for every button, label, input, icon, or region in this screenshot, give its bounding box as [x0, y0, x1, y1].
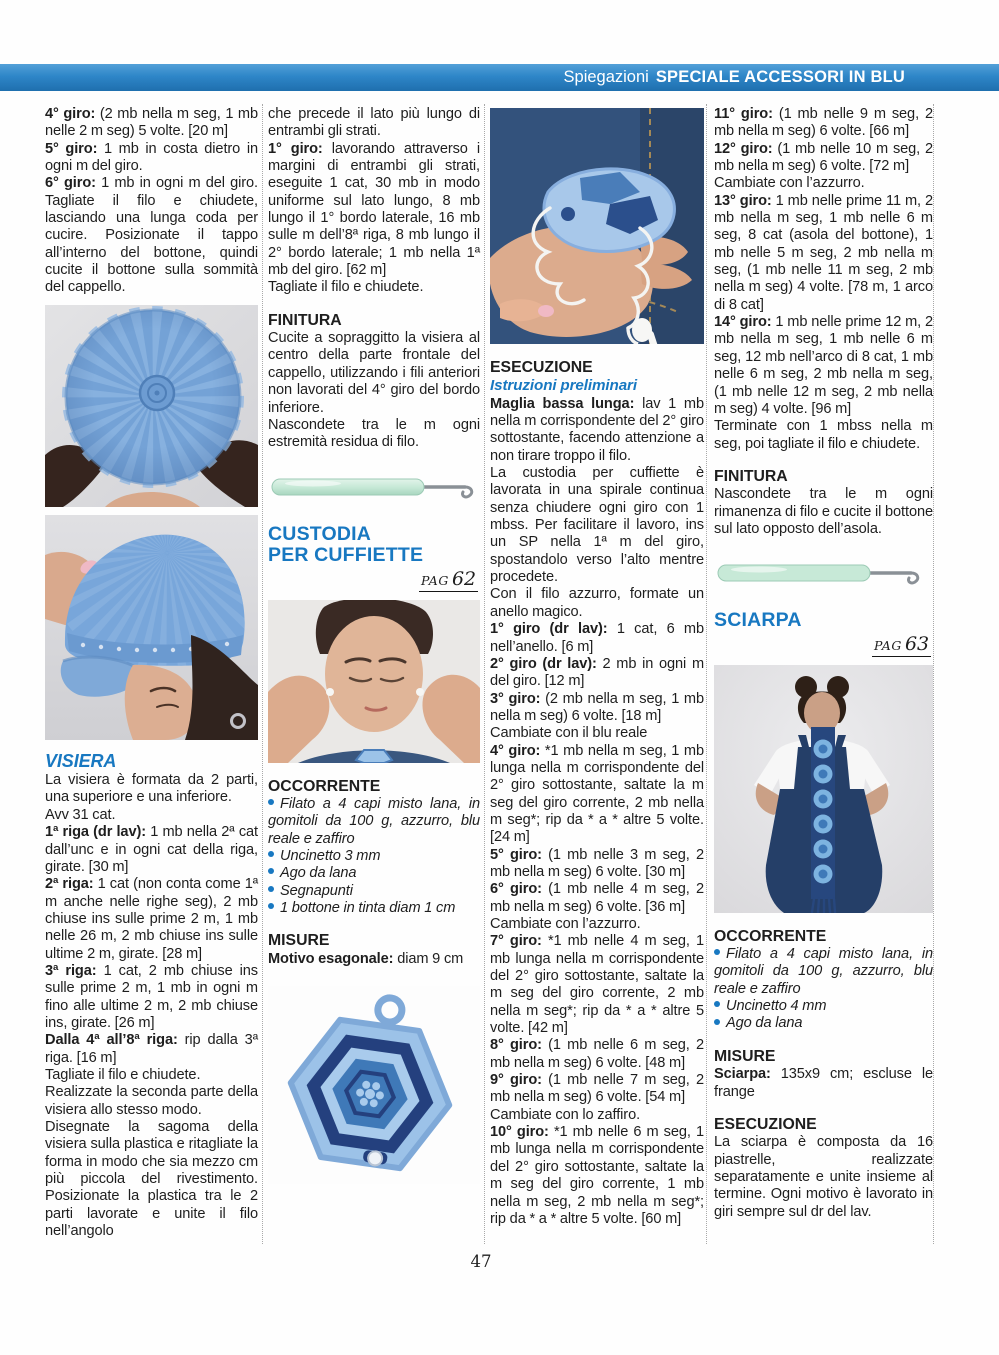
custodia-heading-line2: PER CUFFIETTE [268, 544, 424, 567]
bullet-text: Ago da lana [726, 1015, 803, 1032]
paragraph: Realizzate la seconda parte della visiera allo stesso modo. [45, 1084, 258, 1118]
paragraph-lead: Maglia bassa lunga: [490, 395, 643, 412]
paragraph-lead: 1° giro: [268, 140, 332, 157]
paragraph-lead: 2ª riga: [45, 876, 98, 893]
page-reference-underline [872, 634, 931, 657]
photo-case-in-hands [490, 108, 704, 344]
paragraph-lead: 5° giro: [45, 140, 104, 157]
hexagon-motif-illustration [268, 986, 480, 1184]
bullet-item [714, 946, 933, 998]
paragraph: 8° giro: (1 mb nelle 6 m seg, 2 mb nella m seg) 6 volte. [48 m] [490, 1037, 705, 1071]
bullet-icon [268, 799, 274, 805]
column-1 [45, 106, 258, 1240]
occorrente-heading-custodia: OCCORRENTE [268, 777, 381, 795]
pag-label: PAG [873, 637, 903, 653]
photo-hexagon-motif [268, 986, 480, 1184]
paragraph: 3° giro: (2 mb nella m seg, 1 mb nella m seg) 6 volte. [18 m] [490, 690, 705, 724]
paragraph-lead: 1° giro (dr lav): [490, 621, 617, 638]
instruction-block [714, 1134, 933, 1221]
bullet-icon [268, 886, 274, 892]
paragraph: 4° giro: *1 mb nella m seg, 1 mb lunga nella m corrispondente del 2° giro sottostante, saltate la m seg del giro corrente, 2 mb nella m seg*; rip da * a * altre 5 volte. [24 m] [490, 742, 704, 846]
custodia-heading [268, 524, 480, 567]
paragraph: Cucite a sopraggitto la visiera al centro della parte frontale del cappello, utilizzando i fili anteriori non lavorati del 4° giro del bordo inferiore. [268, 330, 480, 416]
bullet-item [268, 848, 480, 865]
bullet-item [268, 900, 480, 917]
bullet-icon [714, 949, 720, 955]
istruzioni-preliminari-subheading: Istruzioni preliminari [490, 377, 637, 395]
pag-number: 63 [905, 632, 929, 655]
paragraph: 14° giro: 1 mb nelle prime 12 m, 2 mb nella m seg, 1 mb nelle 6 m seg, 12 mb nell’arco di 8 cat, 1 mb nelle 6 m seg, 2 mb nella m seg, (1 mb nelle 12 m seg, 2 mb nella m seg) 4 volte. [96 m] [714, 314, 933, 417]
bullet-text: Filato a 4 capi misto lana, in gomitoli da 100 g, azzurro, blu reale e zaffiro [714, 946, 933, 997]
page-reference-underline [419, 569, 478, 592]
scarf-model-illustration [714, 665, 933, 913]
paragraph: 11° giro: (1 mb nelle 9 m seg, 2 mb nella m seg) 6 volte. [66 m] [714, 106, 934, 140]
paragraph: 1ª riga (dr lav): 1 mb nella 2ª cat dall’unc e in ogni cat della riga, girate. [30 m] [45, 824, 258, 875]
column-3 [490, 106, 704, 1228]
crochet-hook-illustration [268, 468, 478, 506]
photo-scarf-model [714, 665, 933, 913]
paragraph: Maglia bassa lunga: lav 1 mb nella m corrispondente del 2° giro sottostante, facendo attenzione a non tirare troppo il filo. [490, 395, 704, 464]
header-title: SPECIALE ACCESSORI IN BLU [655, 68, 905, 86]
column-separator [262, 104, 263, 1244]
bullet-text: Filato a 4 capi misto lana, in gomitoli da 100 g, azzurro, blu reale e zaffiro [268, 795, 480, 847]
column-separator [706, 104, 707, 1244]
paragraph: 5° giro: 1 mb in costa dietro in ogni m del giro. [45, 140, 258, 175]
measure-line [268, 951, 480, 968]
paragraph-lead: 4° giro: [45, 106, 100, 122]
paragraph: 1° giro: lavorando attraverso i margini di entrambi gli strati, eseguite 1 cat, 30 mb in modo uniforme sul lato lungo, 8 mb lungo il 1° bordo laterale, 16 mb sulle m dell’8ª riga, 8 mb lungo il 2° bordo laterale; 1 mb nella 1ª mb del giro. [62 m] [268, 140, 480, 279]
instruction-block [268, 330, 480, 451]
bullet-text: Segnapunti [280, 882, 353, 899]
bullet-item [714, 1015, 933, 1032]
paragraph: Nascondete tra le m ogni rimanenza di filo e cucite il bottone sul lato opposto dell’asola. [714, 486, 933, 537]
custodia-heading-line1: CUSTODIA [268, 522, 372, 545]
case-in-hands-illustration [490, 108, 704, 344]
paragraph-lead: 4° giro: [490, 742, 545, 759]
paragraph-lead: 5° giro: [490, 846, 549, 863]
paragraph: 13° giro: 1 mb nelle prime 11 m, 2 mb nella m seg, 1 mb nelle 6 m seg, 8 cat (asola del bottone), 1 mb nelle 5 m seg, 2 mb nella m seg, (1 mb nelle 11 m seg, 2 mb nella m seg) 4 volte. [78 m, 1 arco di 8 cat] [714, 192, 933, 313]
measure-value: 135x9 cm; escluse le frange [714, 1066, 933, 1100]
paragraph-lead: 2° giro (dr lav): [490, 655, 603, 672]
bullet-text: Ago da lana [280, 865, 357, 882]
bullet-text: Uncinetto 3 mm [280, 847, 381, 864]
bullet-icon [268, 868, 274, 874]
esecuzione-heading-sciarpa: ESECUZIONE [714, 1115, 817, 1133]
paragraph: 12° giro: (1 mb nelle 10 m seg, 2 mb nella m seg) 6 volte. [72 m] [714, 140, 933, 175]
page-reference-63 [714, 634, 931, 657]
paragraph-lead: 7° giro: [490, 933, 548, 950]
paragraph: Avv 31 cat. [45, 806, 116, 823]
paragraph: 6° giro: 1 mb in ogni m del giro. Tagliate il filo e chiudete, lasciando una lunga coda per cucire. Posizionate il tappo all’interno del bottone, quindi cucite il bottone sulla sommità del cappello. [45, 175, 259, 296]
crochet-hook-image [268, 468, 480, 506]
paragraph: Nascondete tra le m ogni estremità residua di filo. [268, 416, 480, 451]
measure-value: diam 9 cm [397, 950, 464, 967]
misure-heading-custodia: MISURE [268, 932, 330, 950]
paragraph: 3ª riga: 1 cat, 2 mb chiuse ins sulle prime 2 m, 1 mb in ogni m fino alle ultime 2 m, 2 mb chiuse ins, girate. [26 m] [45, 962, 259, 1031]
paragraph: Tagliate il filo e chiudete. [45, 1066, 201, 1083]
bullet-icon [268, 903, 274, 909]
pag-number: 62 [452, 567, 476, 590]
bullet-item [268, 883, 480, 900]
instruction-block [45, 106, 258, 297]
paragraph: Dalla 4ª all’8ª riga: rip dalla 3ª riga. [16 m] [45, 1032, 258, 1066]
paragraph-lead: 11° giro: [714, 106, 779, 122]
measure-label: Motivo esagonale: [268, 950, 394, 967]
paragraph-lead: 3ª riga: [45, 962, 104, 979]
crochet-hook-image [714, 554, 933, 592]
paragraph: La visiera è formata da 2 parti, una superiore e una inferiore. [45, 772, 258, 806]
model-portrait-illustration [268, 600, 480, 763]
paragraph: 10° giro: *1 mb nelle 6 m seg, 1 mb lunga nella m corrispondente del 2° giro sottostante, saltate la m seg del giro corrente, 1 mb nella m seg, 2 mb nella m seg*; rip da * a * altre 5 volte. [60 m] [490, 1124, 704, 1227]
paragraph-lead: 12° giro: [714, 140, 778, 157]
misure-heading-sciarpa: MISURE [714, 1047, 776, 1065]
paragraph-lead: 8° giro: [490, 1037, 549, 1054]
hat-visor-illustration [45, 515, 258, 740]
instruction-block [714, 486, 933, 538]
sciarpa-heading: SCIARPA [714, 609, 802, 632]
paragraph-lead: 13° giro: [714, 192, 776, 209]
hat-top-illustration [45, 305, 258, 507]
paragraph: 9° giro: (1 mb nelle 7 m seg, 2 mb nella m seg) 6 volte. [54 m] [490, 1072, 705, 1106]
header-section-label: Spiegazioni [563, 68, 649, 86]
paragraph: 7° giro: *1 mb nelle 4 m seg, 1 mb lunga nella m corrispondente del 2° giro sottostante, saltate la m seg del giro corrente, 2 mb nella m seg*; rip da * a * altre 5 volte. [42 m] [490, 933, 704, 1037]
finitura-heading-cappello: FINITURA [268, 311, 342, 329]
bullet-icon [714, 1001, 720, 1007]
paragraph: Cambiate con il blu reale [490, 725, 648, 742]
header-bar [0, 64, 999, 91]
paragraph-lead: Dalla 4ª all’8ª riga: [45, 1032, 185, 1049]
paragraph: Cambiate con l’azzurro. [490, 916, 641, 932]
paragraph-lead: 6° giro: [490, 881, 549, 898]
paragraph: 2° giro (dr lav): 2 mb in ogni m del giro. [12 m] [490, 655, 704, 690]
paragraph: Terminate con 1 mbss nella m seg, poi tagliate il filo e chiudete. [714, 418, 933, 452]
paragraph-lead: 14° giro: [714, 314, 776, 331]
paragraph: 5° giro: (1 mb nelle 3 m seg, 2 mb nella m seg) 6 volte. [30 m] [490, 846, 705, 880]
paragraph: Disegnate la sagoma della visiera sulla plastica e ritagliate la forma in modo che sia mezzo cm più piccola del rivestimento. Posizionate la plastica tra le 2 parti lavorate e unite il filo nell’angolo [45, 1119, 258, 1240]
page-reference-62 [268, 569, 478, 592]
occorrente-heading-sciarpa: OCCORRENTE [714, 927, 827, 945]
paragraph: Cambiate con lo zaffiro. [490, 1106, 641, 1123]
pag-label: PAG [420, 572, 450, 588]
bullet-text: Uncinetto 4 mm [726, 998, 827, 1015]
photo-hat-visor-view [45, 515, 258, 740]
paragraph-lead: 3° giro: [490, 690, 546, 707]
paragraph: La custodia per cuffiette è lavorata in una spirale continua senza chiudere ogni giro con 1 mbss. Per facilitare il lavoro, ins un SP nella 1ª m del giro, spostandolo verso l’alto mentre procedete. [490, 465, 704, 586]
finitura-heading-custodia: FINITURA [714, 467, 788, 485]
paragraph: 6° giro: (1 mb nelle 4 m seg, 2 mb nella m seg) 6 volte. [36 m] [490, 881, 705, 915]
page-number: 47 [470, 1252, 492, 1271]
bullet-item [714, 998, 933, 1015]
measure-line [714, 1066, 933, 1101]
paragraph: Cambiate con l’azzurro. [714, 175, 865, 192]
column-separator [484, 104, 485, 1244]
paragraph-lead: 10° giro: [490, 1124, 554, 1141]
instruction-block [490, 396, 704, 1229]
paragraph: 2ª riga: 1 cat (non conta come 1ª m anche nelle righe seg), 2 mb chiuse ins sulle prime 2 m, 1 mb nelle 26 m, 2 mb chiuse ins sulle ultime 2 m, girate. [28 m] [45, 876, 259, 962]
paragraph-lead: 9° giro: [490, 1072, 549, 1089]
materials-list [714, 946, 933, 1033]
instruction-block [268, 106, 480, 297]
bullet-item [268, 865, 480, 882]
crochet-hook-illustration [714, 554, 924, 592]
column-separator [933, 104, 934, 1244]
bullet-item [268, 796, 480, 848]
column-2 [268, 106, 480, 1192]
esecuzione-heading-custodia: ESECUZIONE [490, 359, 593, 376]
measure-label: Sciarpa: [714, 1066, 771, 1083]
bullet-text: 1 bottone in tinta diam 1 cm [280, 899, 456, 916]
paragraph: La sciarpa è composta da 16 piastrelle, realizzate separatamente e unite insieme al termine. Ogni motivo è lavorato in giri sempre sul dr del lav. [714, 1134, 933, 1220]
paragraph: Con il filo azzurro, formate un anello magico. [490, 586, 704, 620]
paragraph-lead: 6° giro: [45, 175, 102, 192]
column-4 [714, 106, 933, 1221]
photo-model-wearing-case [268, 600, 480, 763]
paragraph: 4° giro: (2 mb nella m seg, 1 mb nelle 2 m seg) 5 volte. [20 m] [45, 106, 259, 140]
paragraph: Tagliate il filo e chiudete. [268, 279, 424, 296]
paragraph: che precede il lato più lungo di entrambi gli strati. [268, 106, 480, 140]
materials-list [268, 796, 480, 917]
instruction-block [45, 772, 258, 1240]
paragraph: 1° giro (dr lav): 1 cat, 6 mb nell’anello. [6 m] [490, 621, 704, 655]
paragraph-lead: 1ª riga (dr lav): [45, 824, 151, 841]
visiera-heading: VISIERA [45, 750, 117, 771]
photo-hat-top-view [45, 305, 258, 507]
instruction-block [714, 106, 933, 453]
bullet-icon [714, 1019, 720, 1025]
bullet-icon [268, 851, 274, 857]
